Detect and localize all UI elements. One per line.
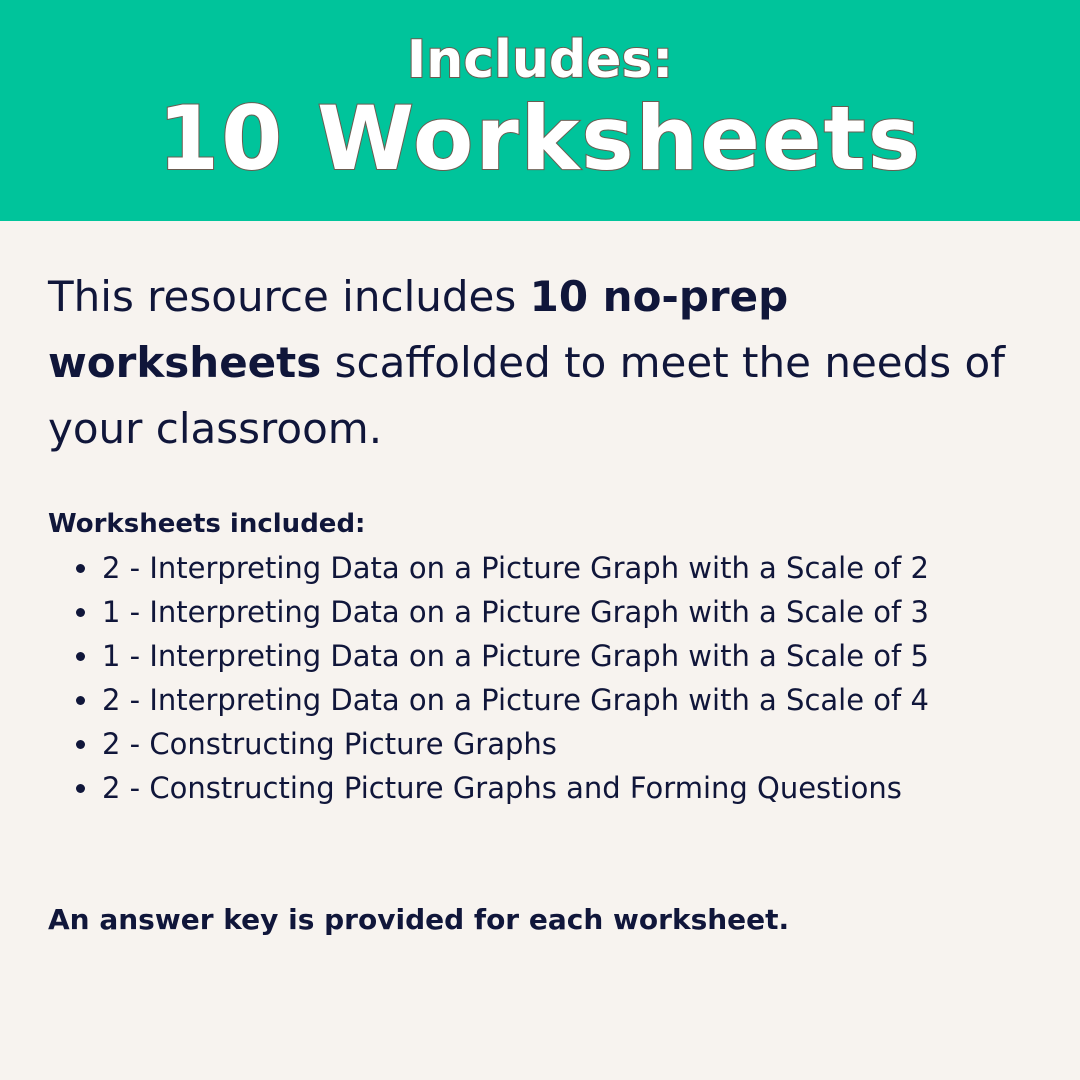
banner-subtitle: Includes:	[406, 30, 674, 90]
worksheet-list-item	[72, 546, 1062, 590]
bullet-icon	[76, 608, 85, 617]
worksheet-list-item	[72, 722, 1062, 766]
bullet-icon	[76, 652, 85, 661]
banner-title: 10 Worksheets	[157, 87, 923, 190]
intro-bold-text: 10 no-prep worksheets	[48, 272, 789, 387]
bullet-icon	[76, 564, 85, 573]
worksheet-list-item	[72, 678, 1062, 722]
worksheet-list-item	[72, 766, 1062, 810]
bullet-icon	[76, 784, 85, 793]
intro-text-before: This resource includes	[48, 272, 530, 321]
worksheet-item-text: 1 - Interpreting Data on a Picture Graph with a Scale of 3	[102, 595, 929, 629]
worksheet-item-text: 2 - Interpreting Data on a Picture Graph with a Scale of 4	[102, 683, 929, 717]
worksheet-item-text: 2 - Constructing Picture Graphs	[102, 727, 557, 761]
bullet-icon	[76, 740, 85, 749]
worksheet-item-text: 2 - Constructing Picture Graphs and Forming Questions	[102, 771, 902, 805]
intro-paragraph	[48, 264, 1048, 462]
intro-text-after: scaffolded to meet the needs of your classroom.	[48, 338, 1006, 453]
answer-key-note: An answer key is provided for each worksheet.	[48, 903, 790, 936]
worksheet-list-item	[72, 634, 1062, 678]
worksheet-item-text: 2 - Interpreting Data on a Picture Graph with a Scale of 2	[102, 551, 929, 585]
worksheets-heading: Worksheets included:	[48, 509, 366, 539]
worksheet-list	[72, 546, 1062, 810]
bullet-icon	[76, 696, 85, 705]
worksheet-list-item	[72, 590, 1062, 634]
header-banner	[0, 0, 1080, 221]
worksheet-item-text: 1 - Interpreting Data on a Picture Graph with a Scale of 5	[102, 639, 929, 673]
